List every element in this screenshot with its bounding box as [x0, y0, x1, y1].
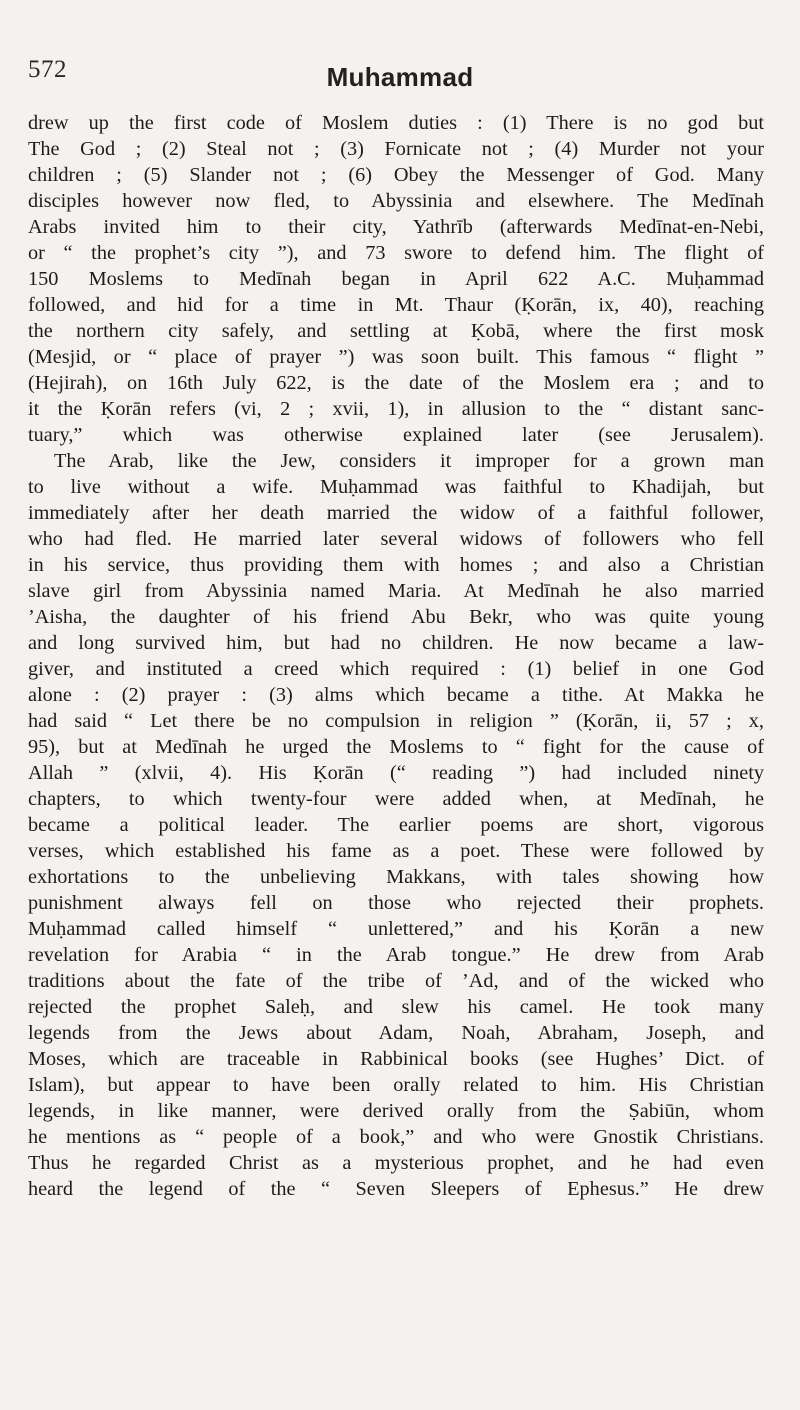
page-number: 572 — [28, 56, 67, 83]
text-line: who had fled. He married later several widows of followers who fell — [28, 528, 764, 550]
text-line: it the Ḳorān refers (vi, 2 ; xvii, 1), in allusion to the “ distant sanc- — [28, 398, 764, 420]
text-line: immediately after her death married the widow of a faithful follower, — [28, 502, 764, 524]
text-line: legends, in like manner, were derived orally from the Ṣabiūn, whom — [28, 1100, 764, 1122]
running-title: Muhammad — [326, 62, 474, 92]
text-line: verses, which established his fame as a poet. These were followed by — [28, 840, 764, 862]
text-line: (Hejirah), on 16th July 622, is the date of the Moslem era ; and to — [28, 372, 764, 394]
text-line: The God ; (2) Steal not ; (3) Fornicate not ; (4) Murder not your — [28, 138, 764, 160]
text-line: Moses, which are traceable in Rabbinical books (see Hughes’ Dict. of — [28, 1048, 764, 1070]
text-line: chapters, to which twenty-four were added when, at Medīnah, he — [28, 788, 764, 810]
text-line: heard the legend of the “ Seven Sleepers of Ephesus.” He drew — [28, 1178, 764, 1200]
page-header — [0, 56, 800, 96]
text-line: children ; (5) Slander not ; (6) Obey the Messenger of God. Many — [28, 164, 764, 186]
text-line: in his service, thus providing them with homes ; and also a Christian — [28, 554, 764, 576]
text-line: punishment always fell on those who rejected their prophets. — [28, 892, 764, 914]
text-line: Muḥammad called himself “ unlettered,” and his Ḳorān a new — [28, 918, 764, 940]
text-line: legends from the Jews about Adam, Noah, Abraham, Joseph, and — [28, 1022, 764, 1044]
text-line: the northern city safely, and settling at Ḳobā, where the first mosk — [28, 320, 764, 342]
text-line: followed, and hid for a time in Mt. Thaur (Ḳorān, ix, 40), reaching — [28, 294, 764, 316]
text-line: to live without a wife. Muḥammad was faithful to Khadijah, but — [28, 476, 764, 498]
text-line: and long survived him, but had no children. He now became a law- — [28, 632, 764, 654]
text-line: rejected the prophet Saleḥ, and slew his camel. He took many — [28, 996, 764, 1018]
text-line: Allah ” (xlvii, 4). His Ḳorān (“ reading ”) had included ninety — [28, 762, 764, 784]
text-line: revelation for Arabia “ in the Arab tongue.” He drew from Arab — [28, 944, 764, 966]
text-line: The Arab, like the Jew, considers it improper for a grown man — [54, 450, 764, 472]
text-line: traditions about the fate of the tribe of ’Ad, and of the wicked who — [28, 970, 764, 992]
text-line: (Mesjid, or “ place of prayer ”) was soon built. This famous “ flight ” — [28, 346, 764, 368]
text-line: tuary,” which was otherwise explained later (see Jerusalem). — [28, 424, 764, 446]
text-line: disciples however now fled, to Abyssinia and elsewhere. The Medīnah — [28, 190, 764, 212]
text-line: alone : (2) prayer : (3) alms which became a tithe. At Makka he — [28, 684, 764, 706]
text-line: Thus he regarded Christ as a mysterious prophet, and he had even — [28, 1152, 764, 1174]
text-line: became a political leader. The earlier poems are short, vigorous — [28, 814, 764, 836]
text-line: ’Aisha, the daughter of his friend Abu Bekr, who was quite young — [28, 606, 764, 628]
text-line: Islam), but appear to have been orally related to him. His Christian — [28, 1074, 764, 1096]
text-line: giver, and instituted a creed which required : (1) belief in one God — [28, 658, 764, 680]
text-line: slave girl from Abyssinia named Maria. At Medīnah he also married — [28, 580, 764, 602]
text-line: he mentions as “ people of a book,” and who were Gnostik Christians. — [28, 1126, 764, 1148]
text-line: exhortations to the unbelieving Makkans, with tales showing how — [28, 866, 764, 888]
text-line: drew up the first code of Moslem duties : (1) There is no god but — [28, 112, 764, 134]
text-line: Arabs invited him to their city, Yathrīb (afterwards Medīnat-en-Nebi, — [28, 216, 764, 238]
text-line: or “ the prophet’s city ”), and 73 swore to defend him. The flight of — [28, 242, 764, 264]
body-text — [28, 110, 764, 1202]
text-line: had said “ Let there be no compulsion in religion ” (Ḳorān, ii, 57 ; x, — [28, 710, 764, 732]
text-line: 150 Moslems to Medīnah began in April 622 A.C. Muḥammad — [28, 268, 764, 290]
text-line: 95), but at Medīnah he urged the Moslems to “ fight for the cause of — [28, 736, 764, 758]
